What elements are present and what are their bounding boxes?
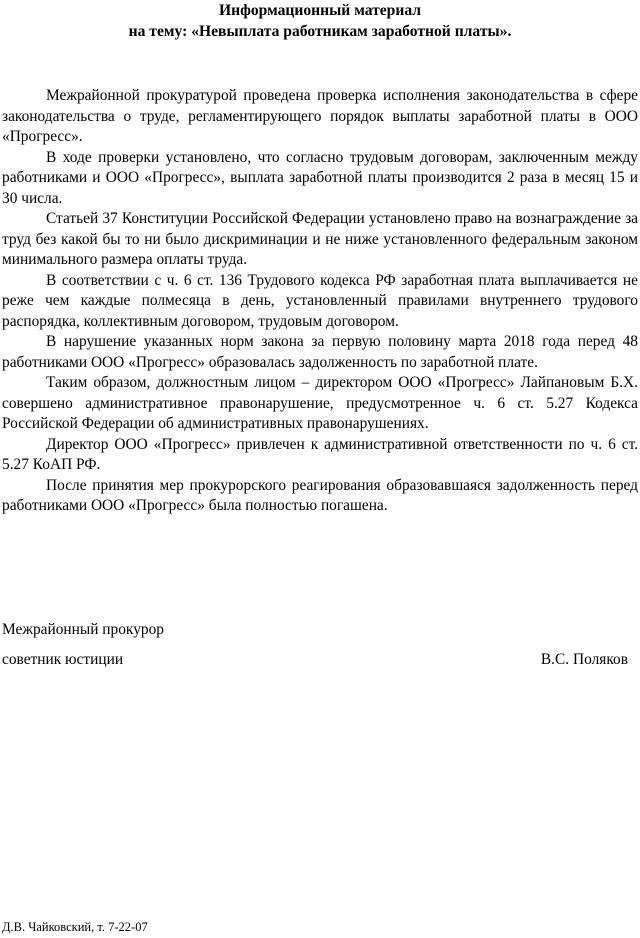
- title-line-2: на тему: «Невыплата работникам заработной платы».: [128, 23, 512, 40]
- paragraph: Таким образом, должностным лицом – директором ООО «Прогресс» Лайпановым Б.Х. совершено административное правонарушение, предусмотренное ч. 6 ст. 5.27 Кодекса Российской Федерации об административных правонарушениях.: [2, 374, 638, 432]
- paragraph: В ходе проверки установлено, что согласно трудовым договорам, заключенным между работниками и ООО «Прогресс», выплата заработной платы производится 2 раза в месяц 15 и 30 числа.: [2, 148, 638, 207]
- signature-name: В.С. Поляков: [540, 651, 628, 668]
- paragraph: В нарушение указанных норм закона за первую половину марта 2018 года перед 48 работниками ООО «Прогресс» образовалась задолженность по заработной плате.: [2, 333, 638, 371]
- paragraph: В соответствии с ч. 6 ст. 136 Трудового кодекса РФ заработная плата выплачивается не реже чем каждые полмесяца в день, установленный правилами внутреннего трудового распорядка, коллективным договором, трудовым договором.: [2, 271, 638, 330]
- signature-position: Межрайонный прокурор: [2, 621, 164, 638]
- document-body: [2, 86, 638, 517]
- title-line-1: Информационный материал: [218, 2, 422, 19]
- signature-rank: советник юстиции: [2, 651, 124, 668]
- footer-contact: Д.В. Чайковский, т. 7-22-07: [2, 920, 148, 934]
- signature-line: [2, 650, 628, 670]
- paragraph: После принятия мер прокурорского реагирования образовавшаяся задолженность перед работниками ООО «Прогресс» была полностью погашена.: [2, 476, 638, 514]
- paragraph: Статьей 37 Конституции Российской Федерации установлено право на вознаграждение за труд без какой бы то ни было дискриминации и не ниже установленного федеральным законом минимального размера оплаты труда.: [2, 210, 638, 268]
- paragraph: Директор ООО «Прогресс» привлечен к административной ответственности по ч. 6 ст. 5.27 КоАП РФ.: [2, 435, 638, 473]
- paragraph: Межрайонной прокуратурой проведена проверка исполнения законодательства в сфере законодательства о труде, регламентирующего порядок выплаты заработной платы в ООО «Прогресс».: [2, 87, 638, 145]
- document-title: [0, 0, 640, 42]
